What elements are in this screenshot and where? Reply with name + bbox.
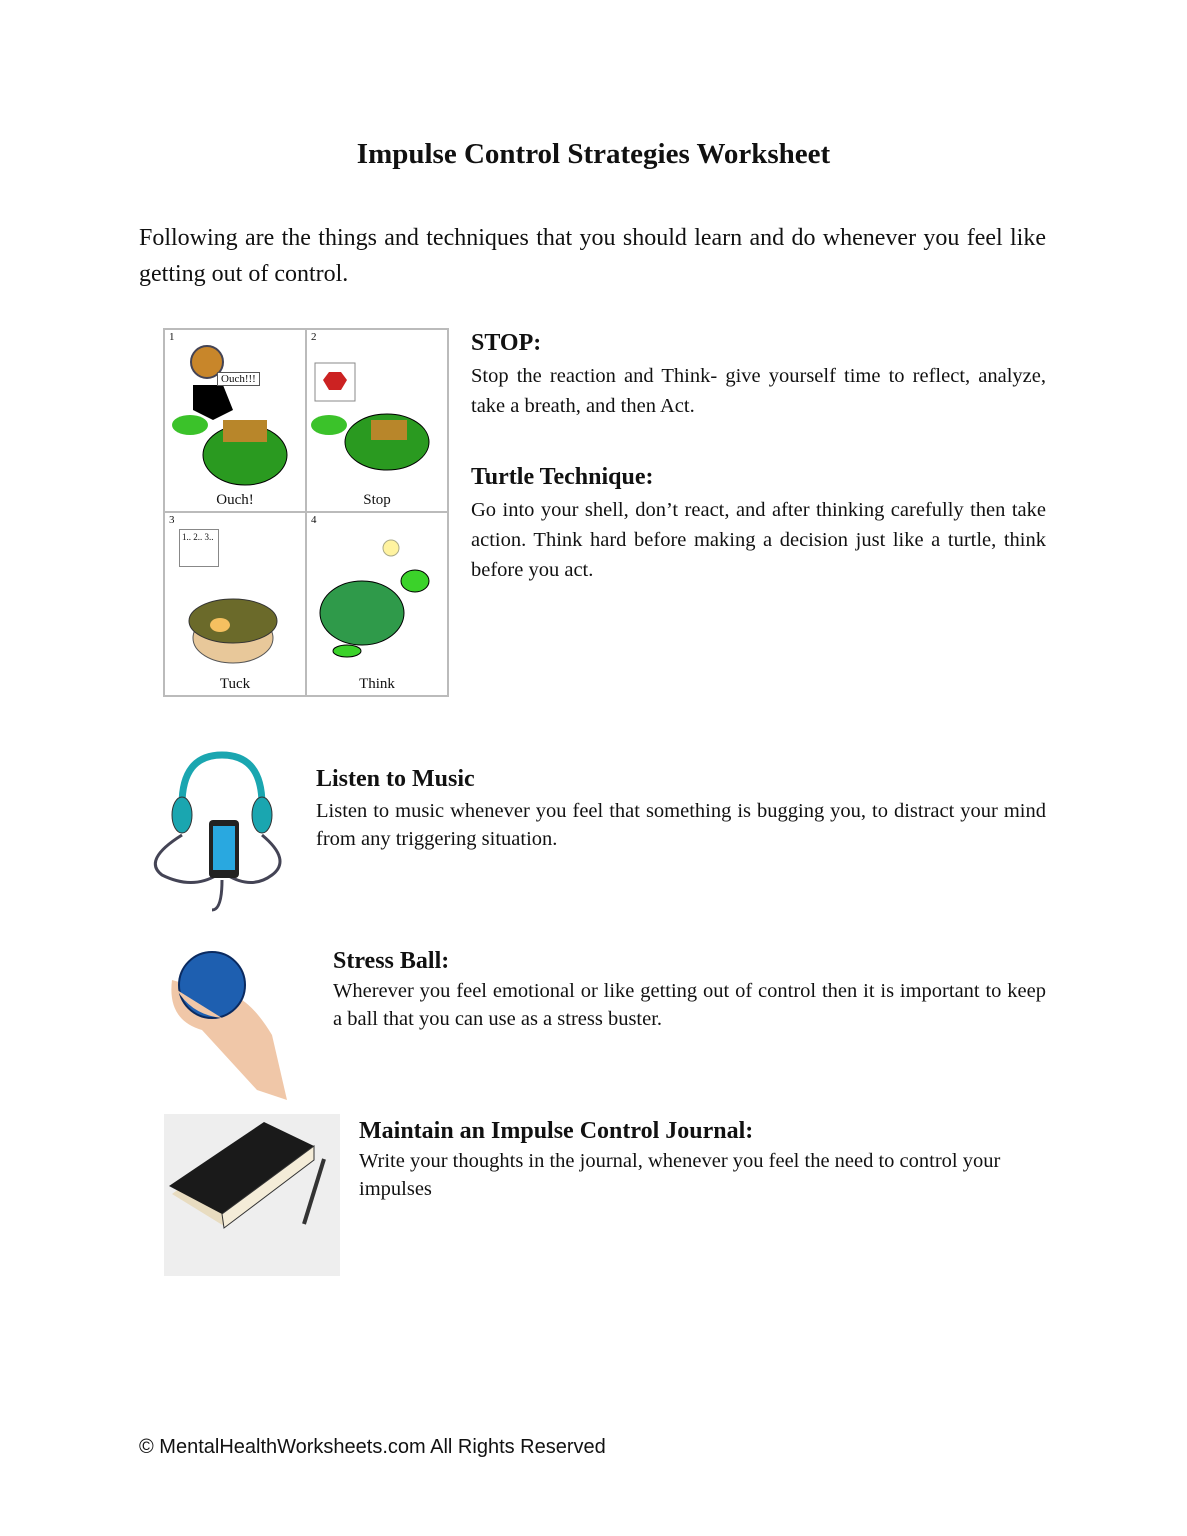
- panel-caption: Stop: [363, 492, 391, 508]
- section-journal: [359, 1118, 1046, 1203]
- panel-stop: [306, 329, 448, 512]
- section-stress-ball: [333, 948, 1046, 1033]
- stress-ball-icon: [162, 940, 292, 1105]
- panel-think: [306, 512, 448, 696]
- section-heading: Turtle Technique:: [471, 464, 654, 490]
- section-stop: [471, 330, 1046, 421]
- section-body: Stop the reaction and Think- give yourself time to reflect, analyze, take a breath, and then Act.: [471, 365, 1046, 417]
- section-turtle-technique: [471, 464, 1046, 585]
- section-heading: Maintain an Impulse Control Journal:: [359, 1118, 754, 1144]
- panel-number: 1: [169, 331, 175, 343]
- panel-number: 3: [169, 514, 175, 526]
- panel-caption: Think: [359, 676, 395, 692]
- turtle-tucked-icon: [165, 513, 303, 693]
- count-note: 1.. 2.. 3..: [179, 529, 219, 567]
- headphones-phone-icon: [152, 750, 287, 915]
- journal-icon: [164, 1114, 340, 1276]
- copyright-footer: © MentalHealthWorksheets.com All Rights Reserved: [139, 1436, 606, 1458]
- page-title: Impulse Control Strategies Worksheet: [356, 138, 831, 170]
- section-body: Wherever you feel emotional or like getting out of control then it is important to keep a ball that you can use as a stress buster.: [333, 980, 1046, 1030]
- section-listen-to-music: [316, 766, 1046, 853]
- turtle-hit-icon: [165, 330, 303, 510]
- panel-number: 2: [311, 331, 317, 343]
- panel-caption: Ouch!: [216, 492, 254, 508]
- section-heading: STOP:: [471, 330, 542, 356]
- panel-number: 4: [311, 514, 317, 526]
- section-body: Listen to music whenever you feel that something is bugging you, to distract your mind from any triggering situation.: [316, 800, 1046, 850]
- turtle-think-icon: [307, 513, 445, 693]
- turtle-stop-icon: [307, 330, 445, 510]
- section-body: Go into your shell, don’t react, and after thinking carefully then take action. Think hard before making a decision just like a turtle, think before you act.: [471, 499, 1046, 581]
- intro-text: Following are the things and techniques that you should learn and do whenever you feel like getting out of control.: [139, 225, 1046, 287]
- panel-caption: Tuck: [219, 676, 251, 692]
- section-heading: Listen to Music: [316, 766, 475, 792]
- panel-tuck: [164, 512, 306, 696]
- section-body: Write your thoughts in the journal, whenever you feel the need to control your impulses: [359, 1150, 1001, 1200]
- ouch-bubble: Ouch!!!: [217, 372, 260, 386]
- panel-ouch: [164, 329, 306, 512]
- section-heading: Stress Ball:: [333, 948, 450, 974]
- turtle-technique-illustration: [163, 328, 449, 697]
